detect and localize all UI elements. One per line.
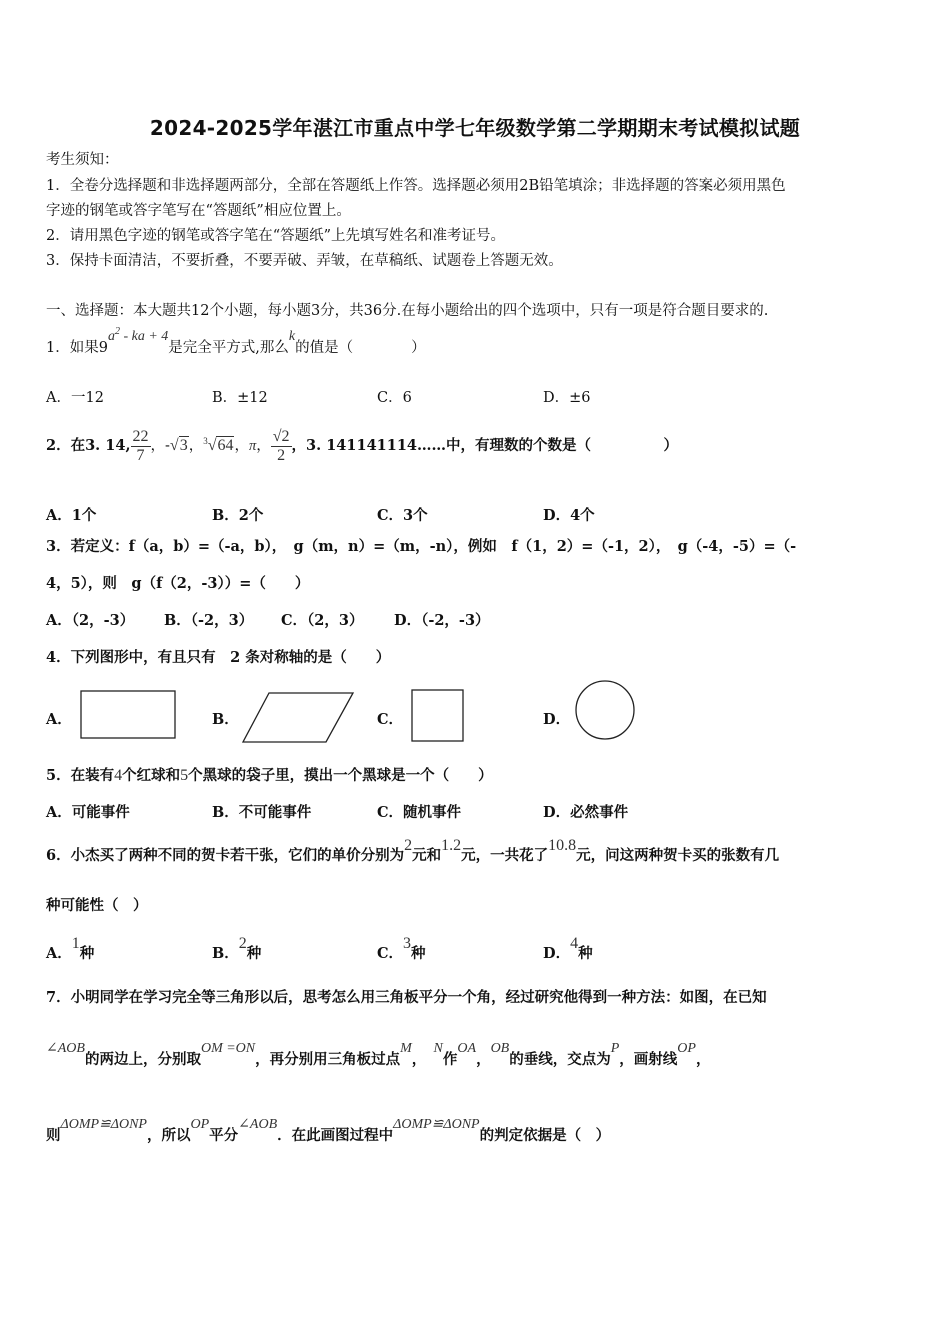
q2-option-b[interactable]: B．2个 bbox=[212, 507, 264, 524]
notice-item-1-cont: 字迹的钢笔或答字笔写在“答题纸”相应位置上。 bbox=[46, 203, 351, 219]
q6-option-c[interactable]: C．3种 bbox=[377, 935, 426, 962]
question-7-line-2: ∠AOB的两边上，分别取OM =ON，再分别用三角板过点M， N作OA，OB的垂线，交点为P，画射线OP， bbox=[46, 1041, 711, 1068]
circle-icon bbox=[574, 680, 636, 742]
q2-option-c[interactable]: C．3个 bbox=[377, 507, 428, 524]
q4-option-a[interactable]: A． bbox=[46, 711, 72, 728]
q3-option-b[interactable]: B．（-2，3） bbox=[164, 612, 254, 629]
question-6-line-2: 种可能性（ ） bbox=[46, 897, 148, 914]
q5-option-b[interactable]: B．不可能事件 bbox=[212, 804, 312, 821]
q6-option-a[interactable]: A．1种 bbox=[46, 935, 95, 962]
q6-option-b[interactable]: B．2种 bbox=[212, 935, 262, 962]
question-5: 5．在装有4个红球和5个黑球的袋子里，摸出一个黑球是一个（ ） bbox=[46, 767, 493, 784]
question-4: 4．下列图形中，有且只有 2 条对称轴的是（ ） bbox=[46, 649, 391, 666]
q2-fraction-sqrt2-2: $\frac{√2}{2}$ bbox=[272, 427, 290, 464]
q1-expression: $a^2$ - ka + 4 bbox=[107, 326, 169, 344]
q1-option-b[interactable]: B．±12 bbox=[212, 390, 268, 406]
question-7-line-3: 则ΔOMP≌ΔONP，所以OP平分∠AOB．在此画图过程中ΔOMP≌ΔONP的判定依据是（ ） bbox=[46, 1117, 611, 1144]
q6-option-d[interactable]: D．4种 bbox=[543, 935, 593, 962]
notice-heading: 考生须知： bbox=[46, 152, 119, 168]
parallelogram-icon bbox=[242, 692, 355, 744]
q4-option-b[interactable]: B． bbox=[212, 711, 239, 728]
q2-option-a[interactable]: A．1个 bbox=[46, 507, 97, 524]
section-heading: 一、选择题：本大题共12个小题，每小题3分，共36分.在每小题给出的四个选项中，只有一项是符合题目要求的. bbox=[46, 303, 769, 319]
q5-option-a[interactable]: A．可能事件 bbox=[46, 804, 130, 821]
rectangle-icon bbox=[80, 690, 176, 740]
question-6-line-1: 6．小杰买了两种不同的贺卡若干张，它们的单价分别为2元和1.2元，一共花了10.8元，问这两种贺卡买的张数有几 bbox=[46, 837, 780, 864]
q2-fraction-22-7: $\frac{22}{7}$ bbox=[132, 427, 149, 464]
q4-option-c[interactable]: C． bbox=[377, 711, 404, 728]
q2-sqrt-3: √3 bbox=[169, 437, 188, 454]
notice-item-1: 1．全卷分选择题和非选择题两部分，全部在答题纸上作答。选择题必须用2B铅笔填涂；非选择题的答案必须用黑色 bbox=[46, 178, 786, 194]
q4-option-d[interactable]: D． bbox=[543, 711, 571, 728]
question-2: 2．在3. 14, $\frac{22}{7}$ ，-√3，$^3$√64，π， $\frac{√2}{2}$ ，3. 141141114……中，有理数的个数是（ ） bbox=[46, 427, 679, 464]
q3-option-a[interactable]: A．（2，-3） bbox=[46, 612, 135, 629]
q2-pi: π bbox=[248, 438, 257, 454]
q5-option-d[interactable]: D．必然事件 bbox=[543, 804, 629, 821]
square-icon bbox=[411, 689, 465, 743]
q3-option-d[interactable]: D．（-2，-3） bbox=[394, 612, 490, 629]
q2-cbrt-64: $^3$√64 bbox=[203, 436, 234, 454]
page-title: 2024-2025学年湛江市重点中学七年级数学第二学期期末考试模拟试题 bbox=[149, 116, 801, 140]
question-3-line-1: 3．若定义：f（a，b）=（-a，b）， g（m，n）=（m，-n），例如 f（1，2）=（-1，2）， g（-4，-5）=（- bbox=[46, 538, 797, 555]
question-7-line-1: 7．小明同学在学习完全等三角形以后，思考怎么用三角板平分一个角，经过研究他得到一种方法：如图，在已知 bbox=[46, 989, 767, 1006]
q1-variable: k bbox=[288, 329, 296, 344]
q5-option-c[interactable]: C．随机事件 bbox=[377, 804, 462, 821]
question-3-line-2: 4，5），则 g（f（2，-3））=（ ） bbox=[46, 575, 310, 592]
q2-option-d[interactable]: D．4个 bbox=[543, 507, 595, 524]
notice-item-2: 2．请用黑色字迹的钢笔或答字笔在“答题纸”上先填写姓名和准考证号。 bbox=[46, 228, 506, 244]
q1-option-a[interactable]: A．一12 bbox=[46, 390, 104, 406]
q3-option-c[interactable]: C．（2，3） bbox=[281, 612, 364, 629]
q1-option-d[interactable]: D．±6 bbox=[543, 390, 591, 406]
notice-item-3: 3．保持卡面清洁，不要折叠，不要弄破、弄皱，在草稿纸、试题卷上答题无效。 bbox=[46, 253, 563, 269]
q1-option-c[interactable]: C．6 bbox=[377, 390, 412, 406]
question-1: 1．如果$9a^2$ - ka + 4是完全平方式,那么k的值是（ ） bbox=[46, 326, 426, 356]
